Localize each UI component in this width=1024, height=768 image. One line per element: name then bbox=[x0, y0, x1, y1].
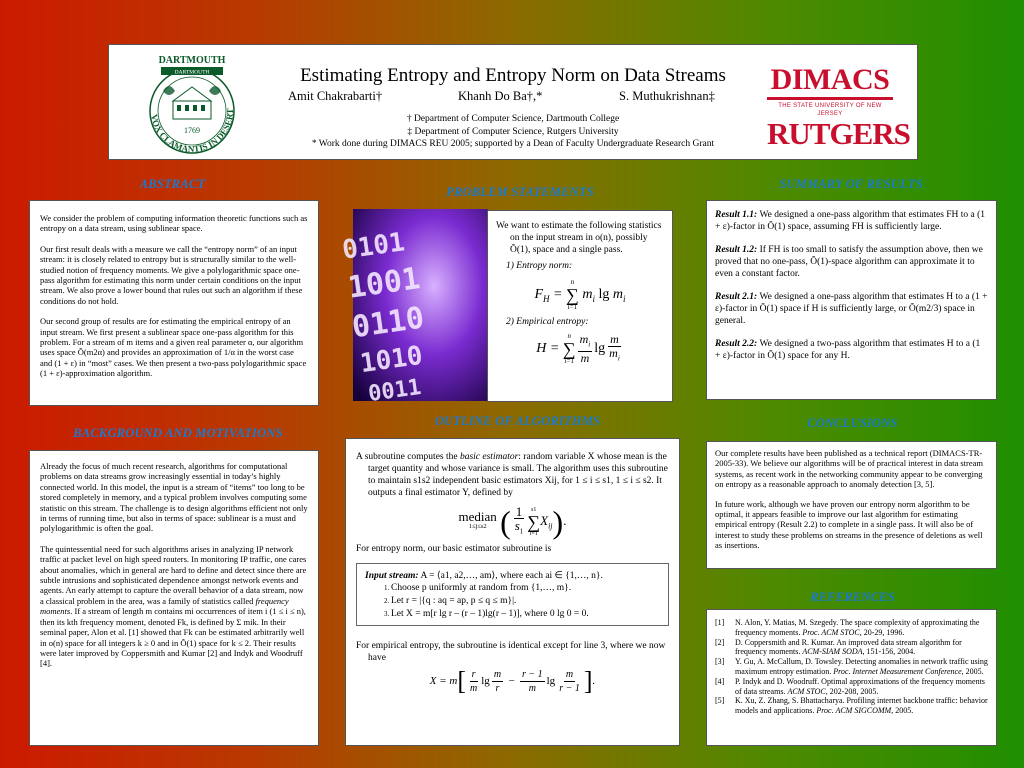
outline-heading: OUTLINE OF ALGORITHMS bbox=[434, 414, 601, 428]
svg-text:1001: 1001 bbox=[345, 261, 423, 306]
result-2-1 bbox=[715, 291, 988, 327]
reference-3 bbox=[715, 657, 988, 677]
reference-venue: Proc. ACM SIGCOMM bbox=[816, 706, 892, 716]
algorithm-input bbox=[365, 570, 660, 582]
svg-text:DARTMOUTH: DARTMOUTH bbox=[174, 69, 210, 76]
author-3: S. Muthukrishnan‡ bbox=[619, 89, 715, 103]
abstract-paragraph-2: Our first result deals with a measure we call the “entropy norm” of an input stream: it is closely related to entropy but is structurally similar to the well-studied notion of frequency moments. We give a polylogarithmic space one-pass algorithm for estimating this norm under certain conditions on the input stream. We also prove a lower bound that rules out such an algorithm if these conditions do not hold. bbox=[40, 243, 303, 306]
input-stream-text: A = ⟨a1, a2,…, am⟩, where each ai ∈ {1,…, n}. bbox=[420, 570, 603, 581]
problem-panel bbox=[487, 210, 673, 402]
binary-data-image bbox=[340, 209, 488, 408]
svg-text:1010: 1010 bbox=[358, 340, 425, 380]
background-paragraph-1: Already the focus of much recent research, algorithms for computational problems on data streams grow increasingly essential in today’s highly connected world. In this model, the input is a stream of “items” too long to be stored completely in memory, and a typical problem involves computing some statistic on this stream. The challenge is to design algorithms efficient not only in terms of running time, but also in terms of space: sublinear is a must and polylogarithmic is often the goal. bbox=[40, 461, 308, 534]
logo-divider bbox=[767, 97, 893, 100]
reference-number: [4] bbox=[715, 676, 725, 686]
outline-text-a: A subroutine computes the bbox=[356, 452, 460, 462]
result-2-1-label: Result 2.1: bbox=[715, 292, 758, 302]
svg-text:DARTMOUTH: DARTMOUTH bbox=[158, 55, 226, 66]
reference-number: [5] bbox=[715, 696, 725, 706]
abstract-heading: ABSTRACT bbox=[139, 177, 206, 191]
sum-upper-1: n bbox=[570, 278, 575, 286]
problem-intro: We want to estimate the following statistics on the input stream in o(n), possibly Õ(1), space and a single pass. bbox=[496, 221, 662, 255]
empirical-estimator-formula: X = m[ $\frac{r}{m}$ lg $\frac{m}{r}$ − $\frac{r - 1}{m}$ lg $\frac{m}{r - 1}$ ]. bbox=[429, 666, 596, 696]
result-1-1 bbox=[715, 209, 988, 233]
basic-estimator-algorithm bbox=[356, 563, 669, 626]
result-2-2-label: Result 2.2: bbox=[715, 339, 758, 349]
dimacs-rutgers-logo bbox=[767, 63, 910, 151]
author-1: Amit Chakrabarti† bbox=[288, 89, 383, 103]
affiliation-rutgers: ‡ Department of Computer Science, Rutgers University bbox=[407, 126, 619, 137]
svg-text:0110: 0110 bbox=[349, 300, 427, 346]
median-formula: median 1≤j≤s2 ( $\frac{1}{s_1}$ s1 ∑ i=1 $X_{ij}$). bbox=[458, 503, 567, 540]
dartmouth-motto: VOX CLAMANTIS IN DESERT bbox=[149, 108, 236, 155]
reference-tail: , 2005. bbox=[961, 666, 984, 676]
reference-text: N. Alon, Y. Matias, M. Szegedy. The space complexity of approximating the frequency moments. bbox=[735, 618, 980, 637]
reference-text: K. Xu, Z. Zhang, S. Bhattacharya. Profiling internet backbone traffic: behavior models and applications. bbox=[735, 696, 988, 716]
background-panel bbox=[29, 450, 319, 746]
reference-4 bbox=[715, 677, 988, 697]
result-2-2-text: We designed a two-pass algorithm that estimates H to a (1 + ε)-factor in Õ(1) space for any H. bbox=[715, 339, 981, 361]
result-1-2-text: If FH is too small to satisfy the assumption above, then we proved that no one-pass, Õ(1)-space algorithm can approximate it to even a constant factor. bbox=[715, 245, 983, 279]
outline-paragraph-1 bbox=[356, 451, 669, 499]
title-block bbox=[108, 44, 918, 160]
outline-paragraph-2: For entropy norm, our basic estimator subroutine is bbox=[356, 543, 552, 554]
affiliation-dartmouth: † Department of Computer Science, Dartmouth College bbox=[406, 114, 620, 124]
outline-paragraph-3: For empirical entropy, the subroutine is identical except for line 3, where we now have bbox=[356, 640, 666, 663]
result-1-1-text: We designed a one-pass algorithm that estimates FH to a (1 + ε)-factor in Õ(1) space, assuming FH is sufficiently large. bbox=[715, 210, 986, 232]
background-heading: BACKGROUND AND MOTIVATIONS bbox=[73, 426, 283, 440]
problem-item-1: 1) Entropy norm: bbox=[506, 261, 573, 271]
background-text-a: The quintessential need for such algorithms arises in analyzing IP network traffic at packet level on high speed routers. In monitoring IP traffic, one cares about anomalies, which in general are hard to define and detect since there are subtle intrusions and sophisticated dependence amongst network events and agents. An early attempt to capture the overall behavior of a data stream, now a classical problem in the area, was a family of statistics called bbox=[40, 543, 307, 606]
svg-text:0011: 0011 bbox=[366, 374, 423, 408]
median-label: median bbox=[458, 508, 497, 524]
reference-text: Y. Gu, A. McCallum, D. Towsley. Detecting anomalies in network traffic using maximum entropy estimation. bbox=[735, 657, 988, 676]
summary-panel bbox=[706, 200, 997, 400]
reference-text: D. Coppersmith and R. Kumar. An improved data stream algorithm for frequency moments. bbox=[735, 637, 962, 657]
sum-lower-1: i=1 bbox=[567, 303, 578, 311]
rutgers-logo-text: RUTGERS bbox=[767, 116, 910, 151]
reference-tail: , 2005. bbox=[891, 706, 914, 716]
binary-data-photo bbox=[340, 209, 488, 408]
background-text-c: . If a stream of length m contains mi occurrences of item i (1 ≤ i ≤ n), then its kth frequency moment, denoted Fk, is defined by Σ mik. In their seminal paper, Alon et al. [1] showed that Fk can be estimated arbitrarily well in o(n) space for all integers k ≥ 0 and in Õ(1) space for k ≤ 2. Their results were later improved by Coppersmith and Kumar [2] and Indyk and Woodruff [4]. bbox=[40, 606, 306, 669]
problem-heading: PROBLEM STATEMENTS bbox=[446, 185, 594, 199]
background-paragraph-2 bbox=[40, 544, 308, 669]
outline-panel bbox=[345, 438, 680, 746]
reference-venue: ACM STOC bbox=[787, 686, 826, 696]
empirical-entropy-formula: H = n ∑ i=1 $\frac{m_i}{m}$ lg $\frac{m}{m_i}$ bbox=[536, 331, 620, 366]
result-2-1-text: We designed a one-pass algorithm that estimates H to a (1 + ε)-factor in Õ(1) space if H is sufficiently large, or Õ(m2/3) space in general. bbox=[715, 292, 988, 326]
reference-5 bbox=[715, 696, 988, 716]
abstract-panel bbox=[29, 200, 319, 406]
dimacs-logo-text: DIMACS bbox=[770, 63, 890, 96]
reference-venue: ACM-SIAM SODA bbox=[802, 647, 863, 657]
reference-venue: Proc. ACM STOC bbox=[802, 627, 860, 637]
conclusions-paragraph-1: Our complete results have been published as a technical report (DIMACS-TR-2005-33). We believe our algorithms will be of practical interest in data stream systems, as recent work in the networking community appear to be converging on entropy as a reasonable approach to anomaly detection [3, 5]. bbox=[715, 448, 984, 490]
algorithm-step-3: 3. Let X = m[r lg r – (r – 1)lg(r – 1)], where 0 lg 0 = 0. bbox=[391, 608, 660, 620]
reference-1 bbox=[715, 618, 988, 638]
conclusions-paragraph-2: In future work, although we have proven our entropy norm algorithm to be optimal, it appears feasible to improve our last algorithm for estimating empirical entropy (Result 2.2) to complete in a single pass. It will also be of interest to study these problems on streams in the presence of deletions as well as insertions. bbox=[715, 498, 983, 551]
result-1-2 bbox=[715, 244, 988, 280]
author-2: Khanh Do Ba†,* bbox=[458, 89, 543, 103]
basic-estimator-term: basic estimator bbox=[459, 452, 519, 462]
result-2-2 bbox=[715, 338, 988, 362]
reference-tail: , 20-29, 1996. bbox=[859, 627, 905, 637]
median-subscript: 1≤j≤s2 bbox=[468, 522, 487, 530]
reference-tail: , 151-156, 2004. bbox=[862, 647, 916, 657]
result-1-2-label: Result 1.2: bbox=[715, 245, 758, 255]
conclusions-heading: CONCLUSIONS bbox=[807, 416, 898, 430]
reference-text: P. Indyk and D. Woodruff. Optimal approximations of the frequency moments of data streams. bbox=[735, 676, 985, 696]
reference-number: [1] bbox=[715, 618, 725, 627]
poster-title: Estimating Entropy and Entropy Norm on Data Streams bbox=[300, 65, 726, 86]
summary-heading: SUMMARY OF RESULTS bbox=[779, 177, 923, 191]
outline-text-c: : random variable X whose mean is the target quantity and whose variance is small. The algorithm uses this subroutine to maintain s1s2 independent basic estimators Xij, for 1 ≤ i ≤ s1, 1 ≤ i ≤ s2. It outputs a final estimator Y, defined by bbox=[368, 452, 668, 498]
abstract-paragraph-1: We consider the problem of computing information theoretic functions such as entropy on a data stream, using sublinear space. bbox=[40, 213, 308, 234]
reference-tail: , 202-208, 2005. bbox=[825, 686, 879, 696]
conclusions-panel bbox=[706, 441, 997, 569]
input-stream-label: Input stream: bbox=[365, 570, 419, 581]
references-panel bbox=[706, 609, 997, 746]
reference-2 bbox=[715, 638, 988, 658]
rutgers-tagline: THE STATE UNIVERSITY OF NEW JERSEY bbox=[778, 103, 882, 117]
affiliation-dimacs-reu: * Work done during DIMACS REU 2005; supported by a Dean of Faculty Undergraduate Research Grant bbox=[311, 139, 715, 149]
reference-venue: Proc. Internet Measurement Conference bbox=[833, 666, 962, 676]
svg-text:1769: 1769 bbox=[184, 126, 200, 135]
reference-number: [2] bbox=[715, 637, 725, 647]
result-1-1-label: Result 1.1: bbox=[715, 210, 758, 220]
entropy-norm-formula: $F_H$ = n ∑ i=1 $m_i$ $\lg m_i$ bbox=[534, 278, 626, 311]
svg-text:0101: 0101 bbox=[340, 227, 407, 266]
algorithm-step-2: 2. Let r = |{q : aq = ap, p ≤ q ≤ m}|. bbox=[391, 595, 660, 607]
algorithm-step-1: 1. Choose p uniformly at random from {1,…, m}. bbox=[391, 582, 660, 594]
reference-number: [3] bbox=[715, 657, 725, 667]
frequency-moments-term: frequency moments bbox=[40, 595, 289, 617]
problem-item-2: 2) Empirical entropy: bbox=[506, 317, 589, 327]
abstract-paragraph-3: Our second group of results are for estimating the empirical entropy of an input stream. We first present a sublinear space one-pass algorithm for this problem. For a stream of m items and a given real parameter α, our algorithm uses space Õ(m2α) and provides an approximation of 1/α in the worst case and (1 + ε) in “most” cases. We then present a two-pass polylogarithmic space (1 + ε)-approximation algorithm. bbox=[40, 316, 307, 379]
references-heading: REFERENCES bbox=[810, 590, 895, 604]
algorithm-steps bbox=[381, 582, 660, 620]
